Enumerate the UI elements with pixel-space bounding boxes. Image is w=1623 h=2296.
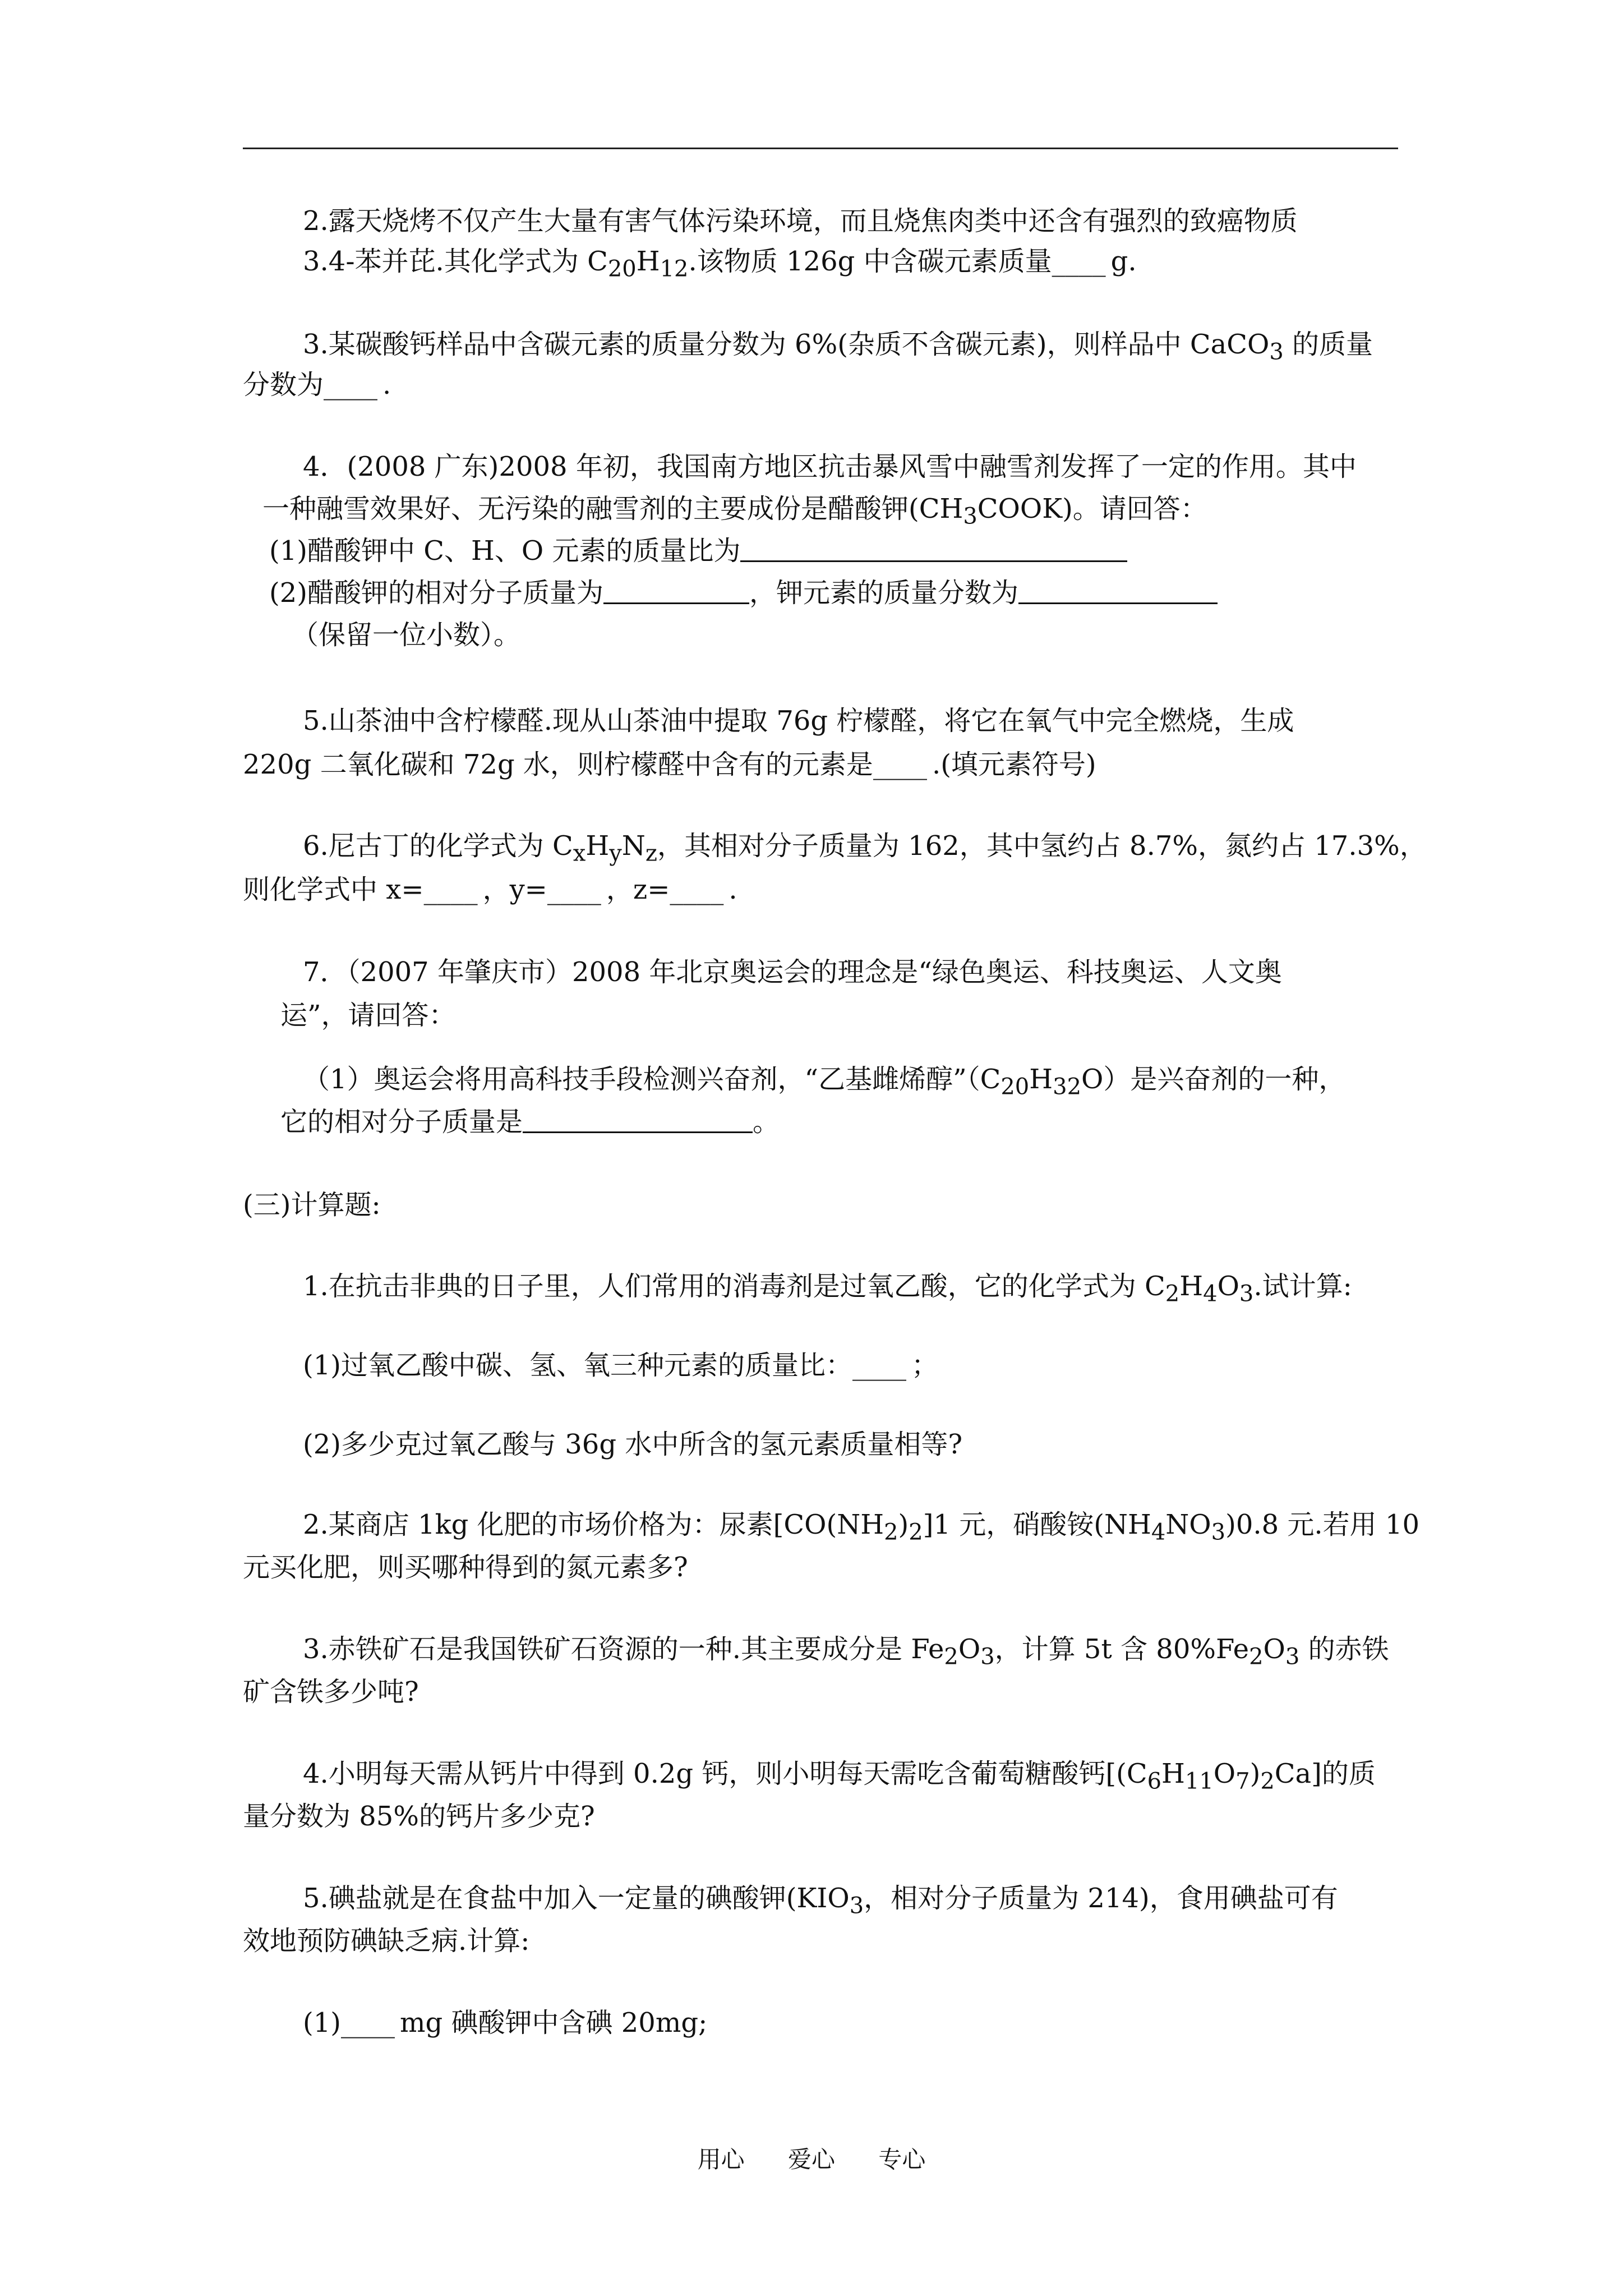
s2-q7-sub1: （1）奥运会将用高科技手段检测兴奋剂，“乙基雌烯醇$”(C_{20}H_{32}O)$是兴奋剂的一种， <box>303 1064 1346 1100</box>
s2-q7-line1: 7．（2007 年肇庆市）2008 年北京奥运会的理念是“绿色奥运、科技奥运、人文奥 <box>303 956 1282 988</box>
s2-q4-sub1: (1)醋酸钾中 C、H、O 元素的质量比为 <box>269 534 1127 568</box>
s3-q3-line2: 矿含铁多少吨? <box>243 1676 419 1708</box>
s3-q1-sub1: (1)过氧乙酸中碳、氢、氧三种元素的质量比：____ ； <box>303 1350 939 1381</box>
s2-q3-line1: 3.某碳酸钙样品中含碳元素的质量分数为 6%(杂质不含碳元素)，则样品中 CaCO$_3$ 的质量 <box>303 329 1373 365</box>
s3-q4-line2: 量分数为 85%的钙片多少克? <box>243 1801 595 1832</box>
s3-q4-line1: 4.小明每天需从钙片中得到 0.2g 钙，则小明每天需吃含葡萄糖酸钙$[(C_6H_{11}O_7)_2Ca]$的质 <box>303 1758 1376 1795</box>
s2-q6-line1: 6.尼古丁的化学式为 $C_xH_yN_z$，其相对分子质量为 162，其中氢约占 8.7%，氮约占 17.3%， <box>303 830 1427 867</box>
header-rule <box>243 148 1398 149</box>
s2-q2-line2: 3.4-苯并芘.其化学式为 $C_{20}H_{12}$.该物质 126g 中含碳元素质量____ g. <box>303 246 1137 282</box>
s2-q4-line2: 一种融雪效果好、无污染的融雪剂的主要成份是醋酸钾$(CH_3COOK)$。请回答： <box>262 493 1207 530</box>
s3-q5-sub1: (1)____ mg 碘酸钾中含碘 20mg; <box>303 2007 708 2039</box>
s3-q3-line1: 3.赤铁矿石是我国铁矿石资源的一种.其主要成分是 $Fe_2O_3$，计算 5t 含 $80\%Fe_2O_3$ 的赤铁 <box>303 1634 1389 1670</box>
s3-q1-line1: 1.在抗击非典的日子里，人们常用的消毒剂是过氧乙酸，它的化学式为 $C_2H_4O_3$.试计算: <box>303 1271 1352 1307</box>
footer-item-2: 爱心 <box>787 2146 835 2173</box>
s2-q5-line1: 5.山茶油中含柠檬醛.现从山茶油中提取 76g 柠檬醛，将它在氧气中完全燃烧，生成 <box>303 705 1294 737</box>
footer-item-1: 用心 <box>697 2146 745 2173</box>
s2-q4-note: （保留一位小数）。 <box>292 619 521 651</box>
s3-heading: (三)计算题: <box>243 1189 381 1221</box>
s3-q2-line2: 元买化肥，则买哪种得到的氮元素多? <box>243 1552 688 1583</box>
s2-q4-sub2: (2)醋酸钾的相对分子质量为 ，钾元素的质量分数为 <box>269 576 1218 610</box>
s2-q4-line1: 4．(2008 广东)2008 年初，我国南方地区抗击暴风雪中融雪剂发挥了一定的作用。其中 <box>303 451 1357 482</box>
page-footer <box>0 2146 1623 2174</box>
s2-q2-line1: 2.露天烧烤不仅产生大量有害气体污染环境，而且烧焦肉类中还含有强烈的致癌物质 <box>303 205 1298 237</box>
s3-q2-line1: 2.某商店 1kg 化肥的市场价格为：尿素$[CO(NH_2)_2]1$ 元，硝酸铵$(NH_4NO_3)0.8$ 元.若用 10 <box>303 1509 1420 1545</box>
footer-item-3: 专心 <box>878 2146 926 2173</box>
s2-q7-sub2: 它的相对分子质量是 。 <box>280 1106 780 1138</box>
s2-q5-line2: 220g 二氧化碳和 72g 水，则柠檬醛中含有的元素是____ .(填元素符号) <box>243 749 1096 780</box>
s3-q1-sub2: (2)多少克过氧乙酸与 36g 水中所含的氢元素质量相等? <box>303 1429 963 1460</box>
s2-q7-line2: 运”，请回答： <box>280 1000 456 1031</box>
s3-q5-line2: 效地预防碘缺乏病.计算: <box>243 1925 530 1957</box>
s3-q5-line1: 5.碘盐就是在食盐中加入一定量的碘酸钾($KIO_3$，相对分子质量为 214)，食用碘盐可有 <box>303 1883 1338 1919</box>
s2-q6-line2: 则化学式中 x=____ ，y=____ ，z=____ . <box>243 874 737 905</box>
s2-q3-line2: 分数为____ . <box>243 369 391 401</box>
